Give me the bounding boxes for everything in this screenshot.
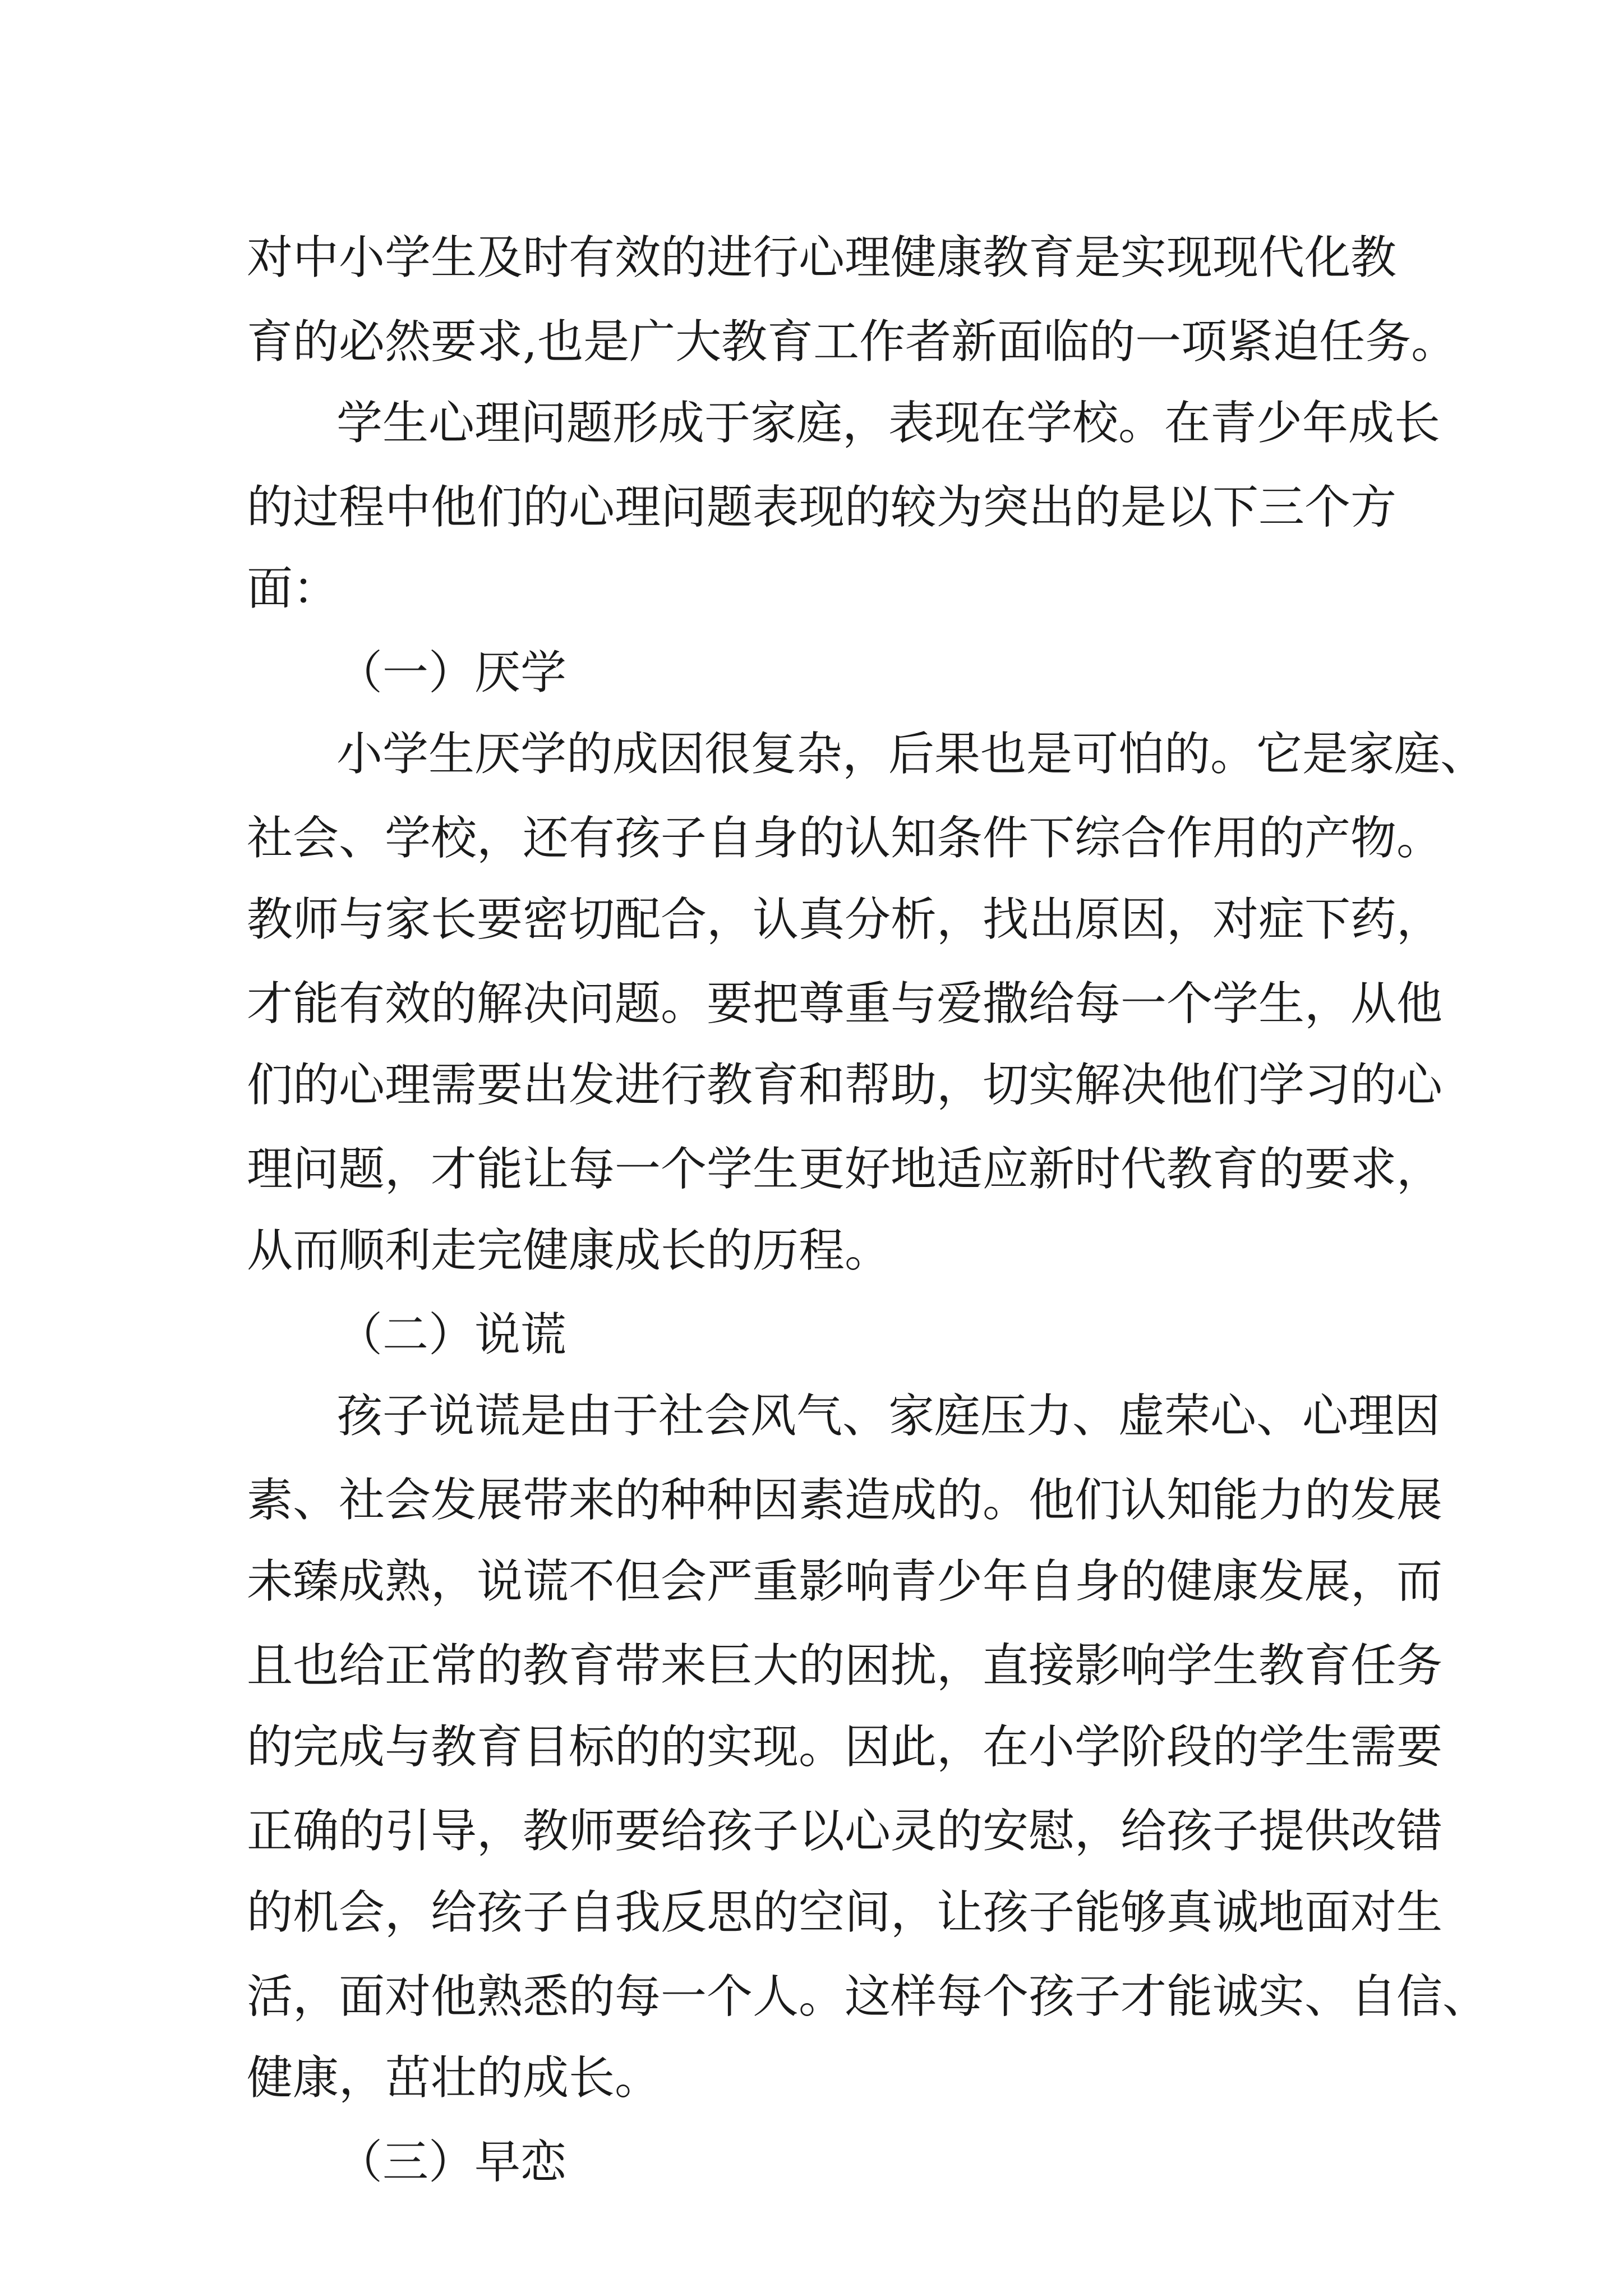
text-line: 才能有效的解决问题。要把尊重与爱撒给每一个学生，从他 [247, 977, 1443, 1030]
text-line: 理问题，才能让每一个学生更好地适应新时代教育的要求， [247, 1143, 1443, 1196]
text-line: 的过程中他们的心理问题表现的较为突出的是以下三个方 [247, 481, 1397, 534]
paragraph-first-line: 孩子说谎是由于社会风气、家庭压力、虚荣心、心理因 [336, 1389, 1441, 1443]
text-line: 育的必然要求,也是广大教育工作者新面临的一项紧迫任务。 [247, 315, 1458, 369]
text-line: 正确的引导，教师要给孩子以心灵的安慰，给孩子提供改错 [247, 1805, 1443, 1858]
paragraph-first-line: 学生心理问题形成于家庭，表现在学校。在青少年成长 [336, 397, 1441, 450]
section-heading: （一）厌学 [336, 646, 567, 700]
section-heading: （二）说谎 [336, 1308, 567, 1361]
text-line: 的机会，给孩子自我反思的空间，让孩子能够真诚地面对生 [247, 1886, 1443, 1939]
text-line: 健康，茁壮的成长。 [247, 2051, 661, 2105]
paragraph-first-line: 小学生厌学的成因很复杂，后果也是可怕的。它是家庭、 [336, 728, 1487, 781]
text-line: 社会、学校，还有孩子自身的认知条件下综合作用的产物。 [247, 812, 1443, 865]
text-line: 面： [247, 562, 339, 615]
text-line: 未臻成熟，说谎不但会严重影响青少年自身的健康发展，而 [247, 1555, 1443, 1608]
text-line: 从而顺利走完健康成长的历程。 [247, 1224, 891, 1277]
text-line: 们的心理需要出发进行教育和帮助，切实解决他们学习的心 [247, 1059, 1443, 1112]
text-line: 的完成与教育目标的的实现。因此，在小学阶段的学生需要 [247, 1720, 1443, 1774]
text-line: 素、社会发展带来的种种因素造成的。他们认知能力的发展 [247, 1474, 1443, 1527]
text-line: 且也给正常的教育带来巨大的困扰，直接影响学生教育任务 [247, 1639, 1443, 1692]
text-line: 教师与家长要密切配合，认真分析，找出原因，对症下药， [247, 893, 1443, 946]
section-heading: （三）早恋 [336, 2136, 567, 2189]
text-line: 对中小学生及时有效的进行心理健康教育是实现现代化教 [247, 231, 1397, 284]
text-line: 活，面对他熟悉的每一个人。这样每个孩子才能诚实、自信、 [247, 1970, 1489, 2023]
